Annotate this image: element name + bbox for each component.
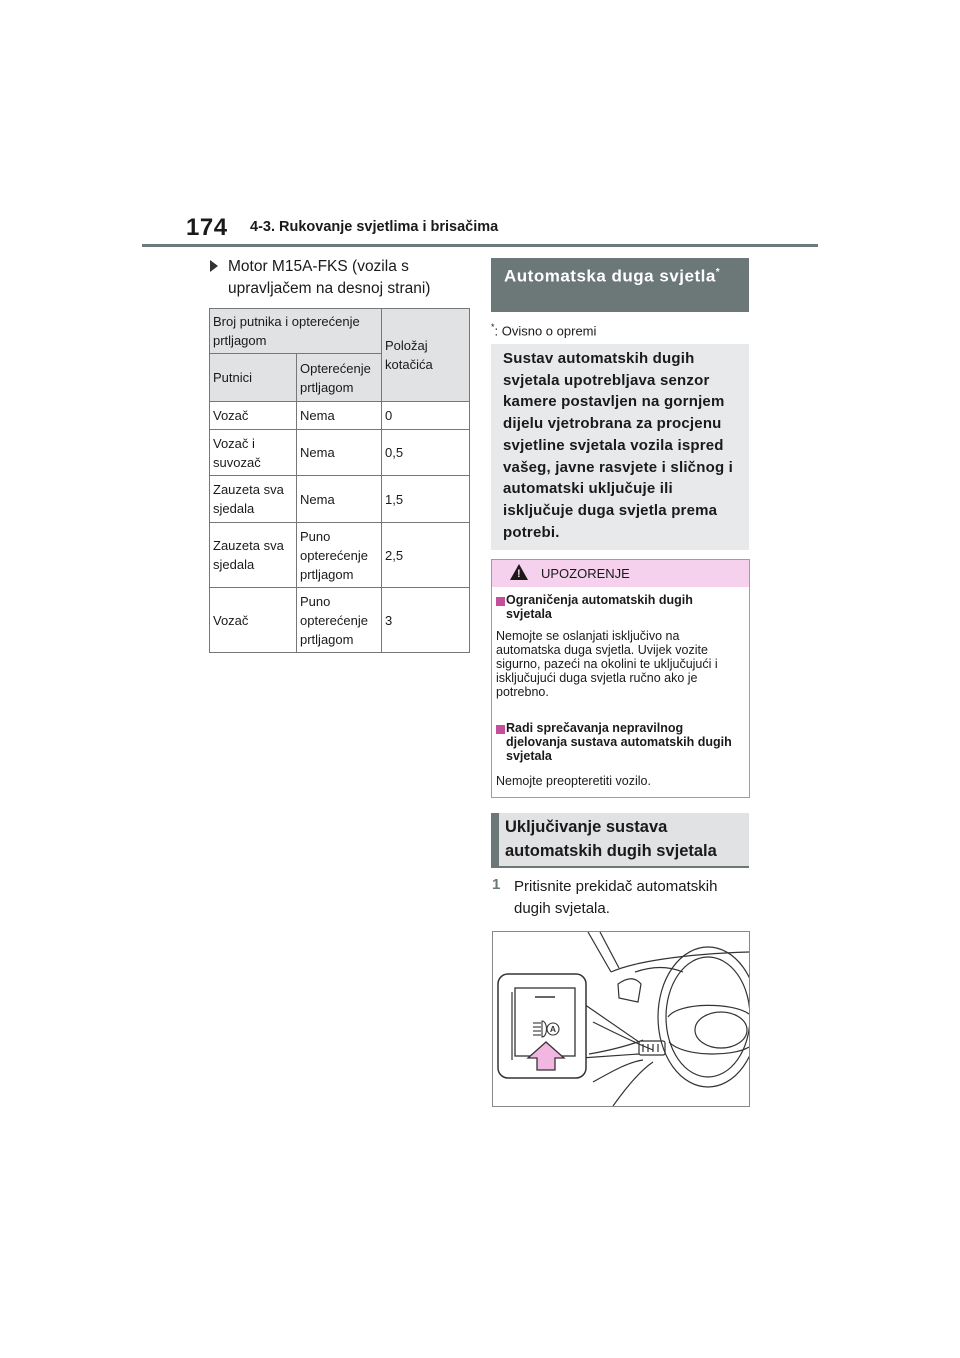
luggage-cell: Nema [297,430,382,476]
engine-variant-text: Motor M15A-FKS (vozila s upravljačem na desnoj strani) [228,258,431,297]
passengers-cell: Zauzeta sva sjedala [210,523,297,588]
table-row [210,588,470,653]
passengers-cell: Vozač i suvozač [210,430,297,476]
table-row [210,430,470,476]
warning-body: Nemojte se oslanjati isključivo na automatska duga svjetla. Uvijek vozite sigurno, pazeći na okolini te uključujući i isključujući duga svjetla ručno ako je potrebno. [496,629,718,699]
warning-body: Nemojte preopteretiti vozilo. [496,774,651,788]
header-divider [142,244,818,247]
section-title: 4-3. Rukovanje svjetlima i brisačima [250,219,499,235]
position-cell: 0 [382,402,470,430]
warning-label: UPOZORENJE [541,566,630,581]
col-header-passengers: Putnici [210,354,297,402]
intro-box [491,344,749,550]
step-text: Pritisnite prekidač automatskih dugih svjetala. [514,878,718,917]
auto-heading-text: Automatska duga svjetla [504,266,716,286]
triangle-bullet-icon [210,260,218,272]
intro-text: Sustav automatskih dugih svjetala upotrebljava senzor kamere postavljen na gornjem dijelu vjetrobrana za procjenu svjetline svjetala vozila ispred vašeg, javne rasvjete i sličnog i automatski uključuje ili isključuje duga svjetla prema potrebi. [503,350,734,541]
position-cell: 0,5 [382,430,470,476]
footnote-marker: * [715,267,721,278]
engine-variant-bullet [210,256,460,300]
passengers-cell: Zauzeta sva sjedala [210,476,297,523]
passengers-cell: Vozač [210,588,297,653]
col-header-luggage: Opterećenje prtljagom [297,354,382,402]
luggage-cell: Nema [297,402,382,430]
col-header-position: Položaj kotačića [382,309,470,402]
switch-illustration [492,931,750,1107]
luggage-cell: Puno opterećenje prtljagom [297,523,382,588]
auto-high-beam-heading [491,258,749,312]
position-cell: 3 [382,588,470,653]
luggage-cell: Nema [297,476,382,523]
table-row [210,402,470,430]
page-number: 174 [186,214,228,241]
load-position-table [209,308,470,653]
group-header: Broj putnika i opterećenje prtljagom [210,309,382,354]
warning-heading: Radi sprečavanja nepravilnog djelovanja sustava automatskih dugih svjetala [506,721,732,763]
warning-box [491,559,750,798]
warning-heading: Ograničenja automatskih dugih svjetala [506,593,693,621]
luggage-cell: Puno opterećenje prtljagom [297,588,382,653]
passengers-cell: Vozač [210,402,297,430]
footnote-marker: * [491,322,495,332]
dashboard-drawing [493,932,749,1106]
position-cell: 1,5 [382,476,470,523]
footnote [491,322,596,338]
position-cell: 2,5 [382,523,470,588]
step-number: 1 [492,876,501,893]
square-bullet-icon [496,597,505,606]
inclusion-heading [491,813,749,867]
table-row [210,523,470,588]
inclusion-heading-text: Uključivanje sustava automatskih dugih svjetala [505,818,717,860]
warning-header: ! UPOZORENJE [492,560,749,587]
square-bullet-icon [496,725,505,734]
table-row [210,476,470,523]
switch-glyph: A [549,1024,557,1034]
footnote-text: : Ovisno o opremi [494,323,597,339]
